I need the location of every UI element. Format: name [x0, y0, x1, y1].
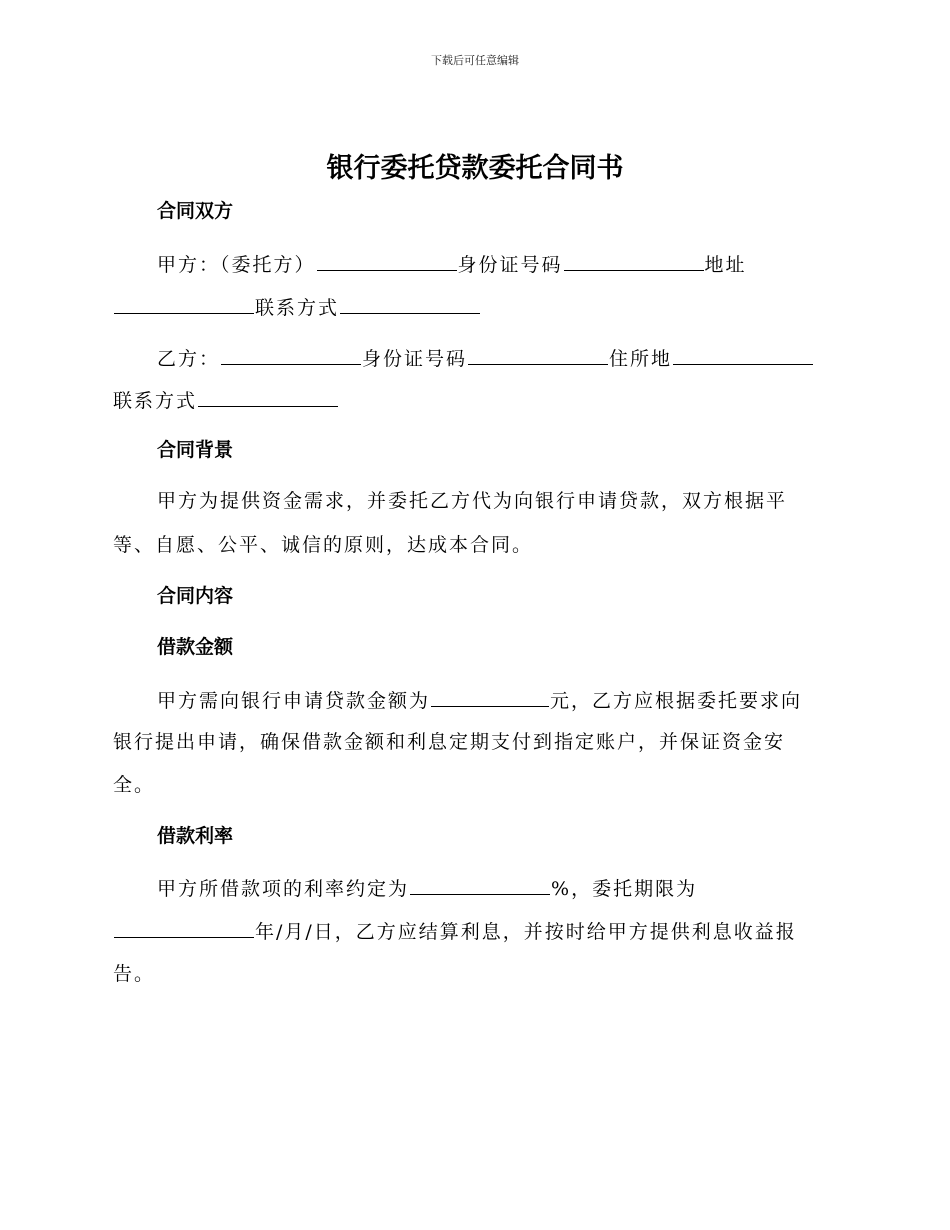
party-a-id-label: 身份证号码	[457, 254, 563, 276]
section-heading-loan-amount: 借款金额	[157, 636, 234, 658]
party-a-line-2	[113, 293, 481, 321]
party-b-line-2	[113, 386, 339, 414]
loan-rate-line-2-text: 年/月/日，乙方应结算利息，并按时给甲方提供利息收益报	[255, 921, 797, 943]
party-a-id-blank[interactable]	[564, 250, 704, 271]
section-heading-parties: 合同双方	[157, 200, 234, 222]
loan-rate-line-1	[157, 874, 697, 902]
loan-rate-blank[interactable]	[410, 874, 550, 895]
party-b-residence-blank[interactable]	[673, 344, 813, 365]
party-b-id-blank[interactable]	[468, 344, 608, 365]
loan-rate-text-pre: 甲方所借款项的利率约定为	[157, 878, 410, 900]
loan-amount-line-2: 银行提出申请，确保借款金额和利息定期支付到指定账户，并保证资金安	[113, 731, 786, 753]
loan-rate-text-post: %，委托期限为	[551, 878, 698, 900]
loan-rate-line-2	[113, 917, 797, 945]
party-a-line-1	[157, 250, 747, 278]
loan-amount-blank[interactable]	[431, 686, 549, 707]
loan-amount-line-3: 全。	[113, 774, 156, 796]
loan-amount-text-pre: 甲方需向银行申请贷款金额为	[157, 690, 431, 712]
party-b-contact-blank[interactable]	[198, 386, 338, 407]
section-heading-loan-rate: 借款利率	[157, 825, 234, 847]
party-b-label: 乙方：	[157, 348, 221, 370]
party-b-residence-label: 住所地	[609, 348, 673, 370]
background-paragraph-line-1: 甲方为提供资金需求，并委托乙方代为向银行申请贷款，双方根据平	[157, 490, 788, 512]
party-a-name-blank[interactable]	[317, 250, 457, 271]
loan-amount-text-post: 元，乙方应根据委托要求向	[550, 690, 803, 712]
party-b-line-1	[157, 344, 814, 372]
party-a-label: 甲方：（委托方）	[157, 254, 316, 276]
party-a-contact-blank[interactable]	[340, 293, 480, 314]
loan-term-blank[interactable]	[114, 917, 254, 938]
party-b-contact-label: 联系方式	[113, 390, 198, 412]
party-a-address-label: 地址	[704, 254, 747, 276]
party-b-name-blank[interactable]	[221, 344, 361, 365]
loan-rate-line-3: 告。	[113, 963, 156, 985]
background-paragraph-line-2: 等、自愿、公平、诚信的原则，达成本合同。	[113, 534, 534, 556]
loan-amount-line-1	[157, 686, 802, 714]
section-heading-background: 合同背景	[157, 439, 234, 461]
party-a-address-blank[interactable]	[114, 293, 254, 314]
party-b-id-label: 身份证号码	[362, 348, 468, 370]
page-header: 下载后可任意编辑	[431, 54, 519, 67]
section-heading-content: 合同内容	[157, 585, 234, 607]
party-a-contact-label: 联系方式	[255, 297, 340, 319]
document-title: 银行委托贷款委托合同书	[326, 153, 624, 184]
